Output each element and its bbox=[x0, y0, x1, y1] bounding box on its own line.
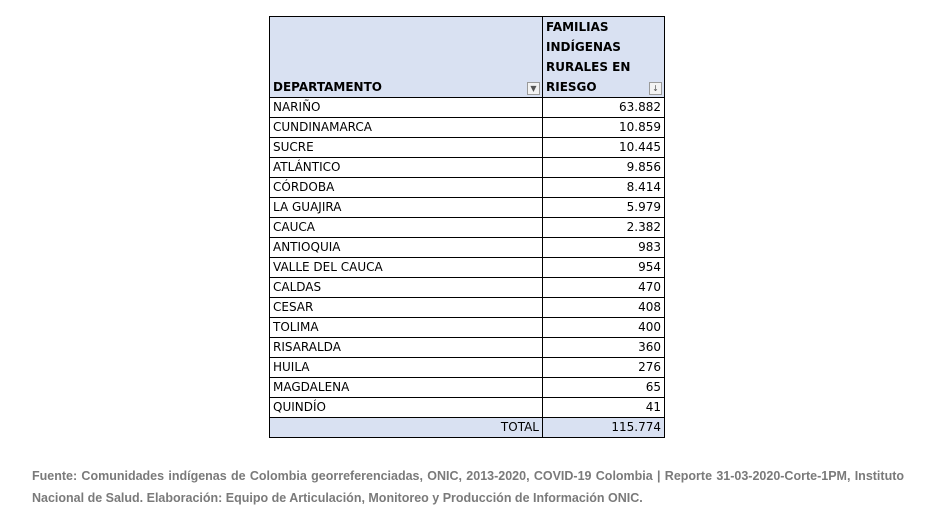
cell-familias: 10.859 bbox=[543, 118, 665, 138]
cell-departamento: QUINDÍO bbox=[270, 398, 543, 418]
cell-familias: 41 bbox=[543, 398, 665, 418]
cell-departamento: CESAR bbox=[270, 298, 543, 318]
cell-departamento: MAGDALENA bbox=[270, 378, 543, 398]
header-departamento-label: DEPARTAMENTO bbox=[273, 80, 382, 94]
cell-departamento: CALDAS bbox=[270, 278, 543, 298]
cell-departamento: SUCRE bbox=[270, 138, 543, 158]
cell-departamento: CAUCA bbox=[270, 218, 543, 238]
table-row bbox=[270, 398, 665, 418]
table-row bbox=[270, 118, 665, 138]
sort-descending-icon[interactable]: ↓ bbox=[649, 82, 662, 95]
cell-familias: 2.382 bbox=[543, 218, 665, 238]
table-row bbox=[270, 258, 665, 278]
cell-familias: 9.856 bbox=[543, 158, 665, 178]
table-row bbox=[270, 138, 665, 158]
cell-departamento: CUNDINAMARCA bbox=[270, 118, 543, 138]
table-row bbox=[270, 198, 665, 218]
cell-familias: 63.882 bbox=[543, 98, 665, 118]
header-familias bbox=[543, 17, 665, 98]
table-row bbox=[270, 318, 665, 338]
cell-familias: 408 bbox=[543, 298, 665, 318]
cell-departamento: HUILA bbox=[270, 358, 543, 378]
cell-departamento: NARIÑO bbox=[270, 98, 543, 118]
table-row bbox=[270, 378, 665, 398]
table-row bbox=[270, 338, 665, 358]
cell-departamento: TOLIMA bbox=[270, 318, 543, 338]
table-row bbox=[270, 218, 665, 238]
header-familias-label: FAMILIAS INDÍGENAS RURALES EN RIESGO bbox=[546, 20, 631, 94]
cell-familias: 954 bbox=[543, 258, 665, 278]
total-label: TOTAL bbox=[270, 418, 543, 438]
table-row bbox=[270, 238, 665, 258]
cell-departamento: CÓRDOBA bbox=[270, 178, 543, 198]
cell-departamento: ANTIOQUIA bbox=[270, 238, 543, 258]
cell-familias: 360 bbox=[543, 338, 665, 358]
table-body bbox=[270, 98, 665, 418]
cell-departamento: LA GUAJIRA bbox=[270, 198, 543, 218]
cell-departamento: RISARALDA bbox=[270, 338, 543, 358]
cell-familias: 470 bbox=[543, 278, 665, 298]
data-table bbox=[269, 16, 665, 438]
table-row bbox=[270, 98, 665, 118]
cell-familias: 400 bbox=[543, 318, 665, 338]
source-note: Fuente: Comunidades indígenas de Colombia georreferenciadas, ONIC, 2013-2020, COVID-19 Colombia | Reporte 31-03-2020-Corte-1PM, Instituto Nacional de Salud. Elaboración: Equipo de Articulación, Monitoreo y Producción de Información ONIC. bbox=[32, 469, 904, 505]
cell-departamento: VALLE DEL CAUCA bbox=[270, 258, 543, 278]
cell-departamento: ATLÁNTICO bbox=[270, 158, 543, 178]
table-row bbox=[270, 178, 665, 198]
total-value: 115.774 bbox=[543, 418, 665, 438]
header-departamento bbox=[270, 17, 543, 98]
cell-familias: 10.445 bbox=[543, 138, 665, 158]
table-row bbox=[270, 278, 665, 298]
table-row bbox=[270, 158, 665, 178]
cell-familias: 8.414 bbox=[543, 178, 665, 198]
cell-familias: 983 bbox=[543, 238, 665, 258]
cell-familias: 276 bbox=[543, 358, 665, 378]
total-row bbox=[270, 418, 665, 438]
filter-dropdown-icon[interactable]: ▼ bbox=[527, 82, 540, 95]
cell-familias: 5.979 bbox=[543, 198, 665, 218]
table-row bbox=[270, 358, 665, 378]
table-row bbox=[270, 298, 665, 318]
cell-familias: 65 bbox=[543, 378, 665, 398]
header-row bbox=[270, 17, 665, 98]
